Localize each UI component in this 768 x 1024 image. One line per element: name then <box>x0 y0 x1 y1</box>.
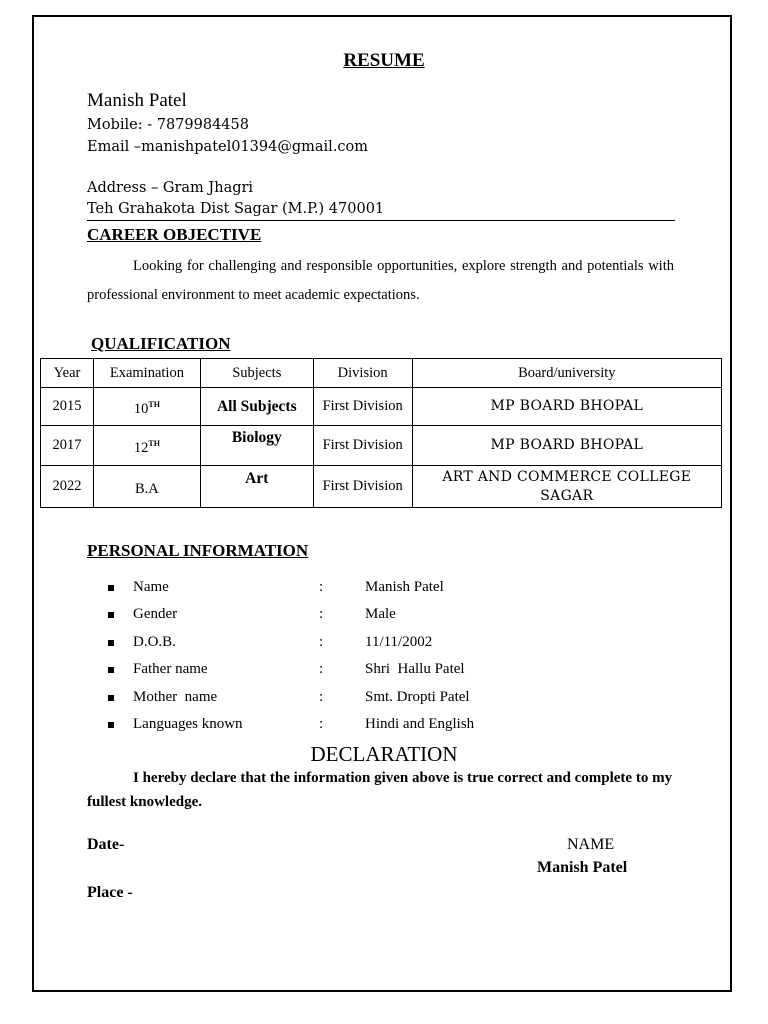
square-bullet-icon <box>108 722 114 728</box>
career-objective-text: Looking for challenging and responsible opportunities, explore strength and potentials with professional environment to meet academic expectations. <box>87 258 674 303</box>
place-label: Place - <box>87 884 133 901</box>
year-cell: 2015 <box>41 388 94 426</box>
division-cell: First Division <box>313 466 412 508</box>
candidate-name: Manish Patel <box>87 90 187 111</box>
square-bullet-icon <box>108 612 114 618</box>
field-label: Mother name <box>133 688 218 705</box>
field-separator: : <box>319 688 324 705</box>
column-header-division: Division <box>313 359 412 388</box>
field-label: Gender <box>133 606 178 623</box>
table-header-row <box>41 359 722 388</box>
year-cell: 2022 <box>41 466 94 508</box>
examination-cell <box>93 388 200 426</box>
name-label: NAME <box>567 836 615 853</box>
table-row <box>41 466 722 508</box>
examination-cell <box>93 426 200 466</box>
header-divider <box>87 220 675 221</box>
field-value: Smt. Dropti Patel <box>365 688 470 705</box>
field-value: Shri Hallu Patel <box>365 661 465 678</box>
examination-superscript: TH <box>148 438 160 448</box>
examination-text: 10 <box>133 400 149 417</box>
examination-text: B.A <box>135 480 159 497</box>
mobile-line: Mobile: - 7879984458 <box>87 117 249 133</box>
square-bullet-icon <box>108 695 114 701</box>
column-header-subjects: Subjects <box>200 359 313 388</box>
field-label: Father name <box>133 661 208 678</box>
division-cell: First Division <box>313 388 412 426</box>
subjects-cell: Art <box>200 466 313 508</box>
email-line: Email –manishpatel01394@gmail.com <box>87 139 369 155</box>
field-separator: : <box>319 633 324 650</box>
address-line-2: Teh Grahakota Dist Sagar (M.P.) 470001 <box>87 201 385 217</box>
subjects-cell: Biology <box>200 426 313 466</box>
field-separator: : <box>319 715 324 732</box>
board-cell: MP BOARD BHOPAL <box>412 388 721 426</box>
square-bullet-icon <box>108 640 114 646</box>
board-cell: ART AND COMMERCE COLLEGE SAGAR <box>412 466 721 508</box>
field-value: Manish Patel <box>365 579 444 595</box>
field-label: D.O.B. <box>133 633 176 650</box>
field-label: Languages known <box>133 715 243 732</box>
field-value: Hindi and English <box>365 715 475 732</box>
field-value: Male <box>365 606 396 623</box>
examination-superscript: TH <box>148 399 160 409</box>
declaration-heading: DECLARATION <box>310 742 458 766</box>
field-value: 11/11/2002 <box>365 633 433 650</box>
table-row <box>41 388 722 426</box>
address-line-1: Address – Gram Jhagri <box>87 180 254 196</box>
table-row <box>41 426 722 466</box>
date-label: Date- <box>87 836 125 853</box>
qualification-heading: QUALIFICATION <box>91 334 231 353</box>
square-bullet-icon <box>108 585 114 591</box>
division-cell: First Division <box>313 426 412 466</box>
field-label: Name <box>133 579 169 595</box>
resume-title: RESUME <box>343 50 425 71</box>
field-separator: : <box>319 661 324 678</box>
field-separator: : <box>319 579 324 595</box>
declaration-text: I hereby declare that the information given above is true correct and complete to my fullest knowledge. <box>87 770 673 810</box>
square-bullet-icon <box>108 667 114 673</box>
field-separator: : <box>319 606 324 623</box>
column-header-board: Board/university <box>412 359 721 388</box>
year-cell: 2017 <box>41 426 94 466</box>
career-objective-heading: CAREER OBJECTIVE <box>87 225 262 244</box>
subjects-cell: All Subjects <box>200 388 313 426</box>
personal-information-heading: PERSONAL INFORMATION <box>87 541 309 560</box>
signature-name: Manish Patel <box>537 859 628 876</box>
column-header-year: Year <box>41 359 94 388</box>
examination-text: 12 <box>133 439 149 456</box>
board-cell: MP BOARD BHOPAL <box>412 426 721 466</box>
column-header-examination: Examination <box>93 359 200 388</box>
examination-cell <box>93 466 200 508</box>
qualification-table <box>40 358 722 508</box>
